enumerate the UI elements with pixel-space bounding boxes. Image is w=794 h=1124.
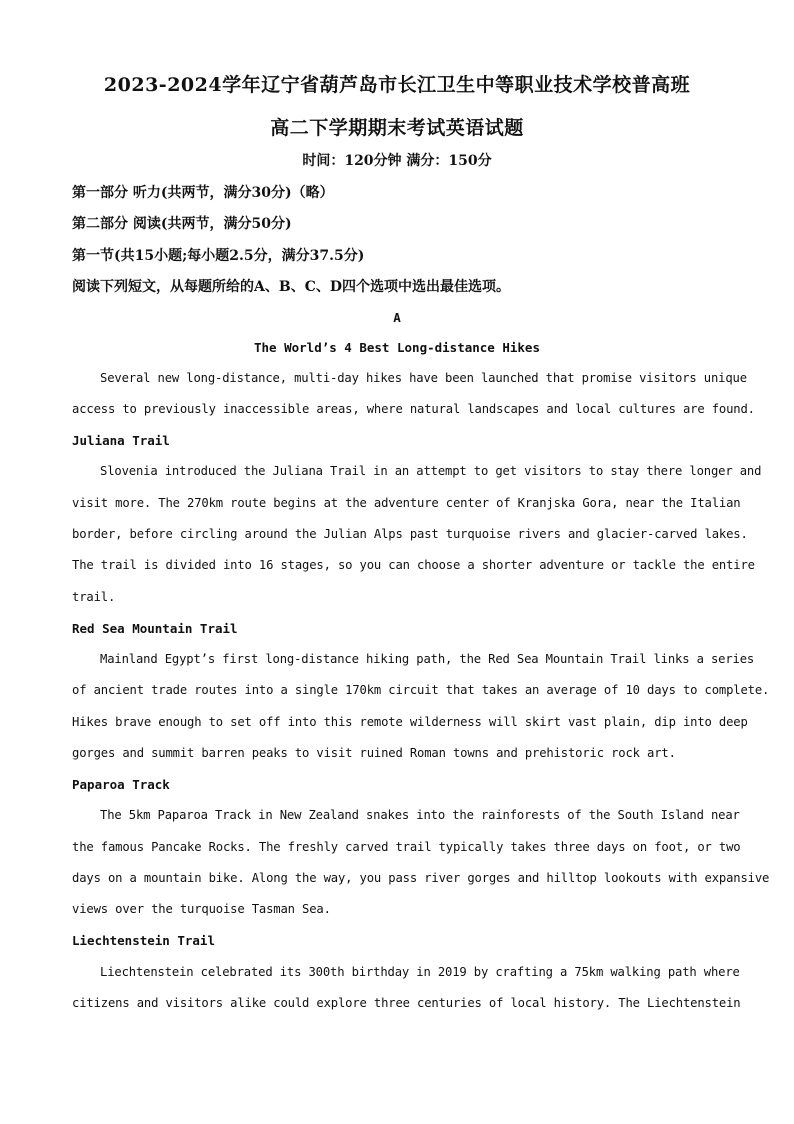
exam-title-line2: 高二下学期期末考试英语试题 — [270, 117, 524, 139]
trail-heading: Juliana Trail — [72, 433, 170, 448]
paragraph-line: Mainland Egypt’s first long-distance hiking path, the Red Sea Mountain Trail links a series — [100, 652, 755, 666]
part1-heading: 第一部分 听力(共两节，满分30分)（略） — [72, 185, 334, 201]
paragraph-line: The 5km Paparoa Track in New Zealand snakes into the rainforests of the South Island near — [100, 808, 740, 822]
paragraph-line: visit more. The 270km route begins at the adventure center of Kranjska Gora, near the Italian — [72, 496, 741, 510]
paragraph-line: Slovenia introduced the Juliana Trail in an attempt to get visitors to stay there longer and — [100, 464, 762, 478]
trail-heading: Red Sea Mountain Trail — [72, 621, 238, 636]
trail-heading: Liechtenstein Trail — [72, 933, 215, 948]
paragraph-line: access to previously inaccessible areas, where natural landscapes and local cultures are found. — [72, 402, 755, 416]
instruction-text: 阅读下列短文，从每题所给的A、B、C、D四个选项中选出最佳选项。 — [72, 279, 510, 295]
paragraph-line: The trail is divided into 16 stages, so you can choose a shorter adventure or tackle the entire — [72, 558, 755, 572]
passage-title: The World’s 4 Best Long-distance Hikes — [254, 340, 540, 355]
paragraph-line: the famous Pancake Rocks. The freshly carved trail typically takes three days on foot, or two — [72, 840, 741, 854]
paragraph-line: Several new long-distance, multi-day hikes have been launched that promise visitors unique — [100, 371, 747, 385]
paragraph-line: Liechtenstein celebrated its 300th birthday in 2019 by crafting a 75km walking path where — [100, 965, 740, 979]
paragraph-line: of ancient trade routes into a single 170km circuit that takes an average of 10 days to complete. — [72, 683, 770, 697]
paragraph-line: border, before circling around the Julian Alps past turquoise rivers and glacier-carved lakes. — [72, 527, 748, 541]
section1-heading: 第一节(共15小题;每小题2.5分，满分37.5分) — [72, 248, 365, 264]
time-score-info: 时间：120分钟 满分：150分 — [302, 153, 492, 169]
paragraph-line: citizens and visitors alike could explore three centuries of local history. The Liechtenstein — [72, 996, 741, 1010]
paragraph-line: Hikes brave enough to set off into this remote wilderness will skirt vast plain, dip into deep — [72, 715, 748, 729]
exam-title-line1: 2023-2024学年辽宁省葫芦岛市长江卫生中等职业技术学校普高班 — [103, 74, 691, 96]
trail-heading: Paparoa Track — [72, 777, 170, 792]
paragraph-line: days on a mountain bike. Along the way, you pass river gorges and hilltop lookouts with expansive — [72, 871, 770, 885]
part2-heading: 第二部分 阅读(共两节，满分50分) — [72, 216, 292, 232]
passage-label: A — [393, 310, 401, 325]
paragraph-line: gorges and summit barren peaks to visit ruined Roman towns and prehistoric rock art. — [72, 746, 676, 760]
paragraph-line: trail. — [72, 590, 116, 604]
paragraph-line: views over the turquoise Tasman Sea. — [72, 902, 331, 916]
